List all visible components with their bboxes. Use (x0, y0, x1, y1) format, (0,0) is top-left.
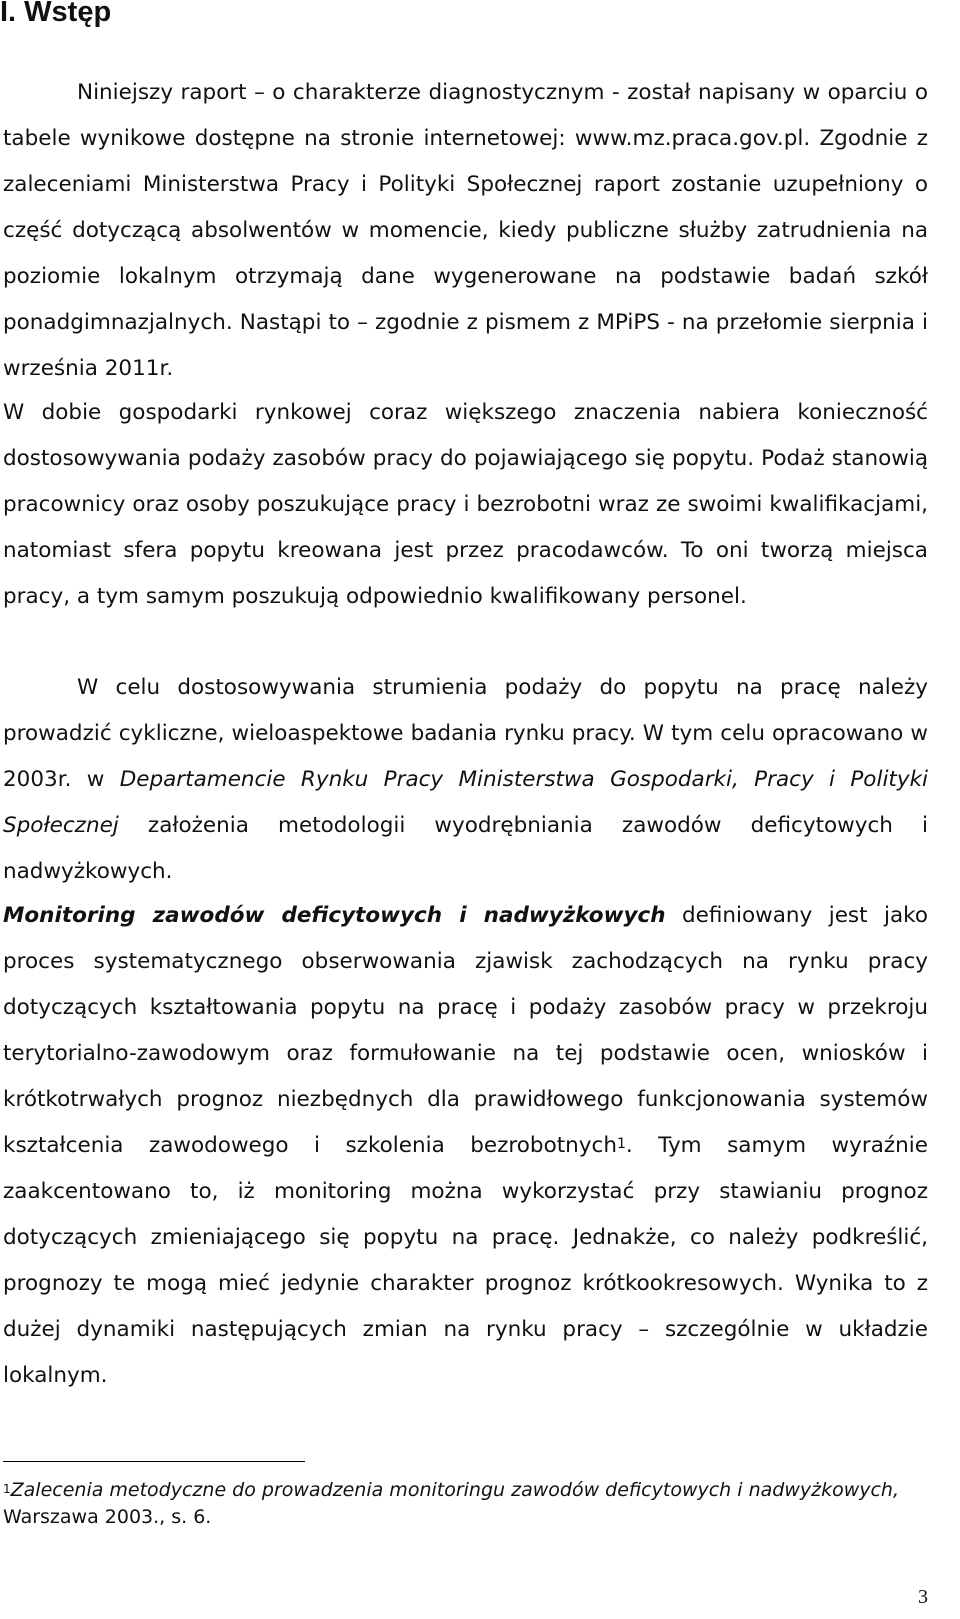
paragraph-methodology (3, 665, 928, 895)
paragraph-market-economy (3, 390, 928, 620)
methodology-text-start: W celu dostosowywania strumienia podaży do popytu na pracę należy prowadzić cykliczne, wieloaspektowe badania rynku pracy. W tym celu opracowano w 2003r. w (3, 675, 928, 792)
footnote-title: Zalecenia metodyczne do prowadzenia monitoringu zawodów deficytowych i nadwyżkowych, (10, 1479, 900, 1501)
section-heading: I. Wstęp (0, 0, 112, 28)
footnote-separator (3, 1461, 305, 1462)
paragraph-monitoring-text (3, 893, 928, 1399)
paragraph-methodology-text (3, 665, 928, 895)
paragraph-market-economy-text: W dobie gospodarki rynkowej coraz większego znaczenia nabiera konieczność dostosowywania podaży zasobów pracy do pojawiającego się popytu. Podaż stanowią pracownicy oraz osoby poszukujące pracy i bezrobotni wraz ze swoimi kwalifikacjami, natomiast sfera popytu kreowana jest przez pracodawców. To oni tworzą miejsca pracy, a tym samym poszukują odpowiednio kwalifikowany personel. (3, 400, 928, 609)
paragraph-monitoring-definition (3, 893, 928, 1399)
footnote-reference[interactable]: 1 (616, 1136, 626, 1152)
monitoring-definition-end: . Tym samym wyraźnie zaakcentowano to, iż monitoring można wykorzystać przy stawianiu prognoz dotyczących zmieniającego się popytu na pracę. Jednakże, co należy podkreślić, prognozy te mogą mieć jedynie charakter prognoz krótkookresowych. Wynika to z dużej dynamiki następujących zmian na rynku pracy – szczególnie w układzie lokalnym. (3, 1133, 928, 1388)
monitoring-term: Monitoring zawodów deficytowych i nadwyżkowych (3, 903, 666, 928)
paragraph-intro-text: Niniejszy raport – o charakterze diagnostycznym - został napisany w oparciu o tabele wynikowe dostępne na stronie internetowej: www.mz.praca.gov.pl. Zgodnie z zaleceniami Ministerstwa Pracy i Polityki Społecznej raport zostanie uzupełniony o część dotyczącą absolwentów w momencie, kiedy publiczne służby zatrudnienia na poziomie lokalnym otrzymają dane wygenerowane na podstawie badań szkół ponadgimnazjalnych. Nastąpi to – zgodnie z pismem z MPiPS - na przełomie sierpnia i września 2011r. (3, 80, 928, 381)
ministry-department-name: Departamencie Rynku Pracy Ministerstwa Gospodarki, Pracy i Polityki Społecznej (3, 767, 928, 838)
paragraph-intro (3, 70, 928, 392)
methodology-text-end: założenia metodologii wyodrębniania zawodów deficytowych i nadwyżkowych. (3, 813, 928, 884)
footnote-mark: 1 (3, 1482, 11, 1496)
footnote-source: Warszawa 2003., s. 6. (3, 1506, 212, 1528)
monitoring-definition-start: definiowany jest jako proces systematycznego obserwowania zjawisk zachodzących na rynku pracy dotyczących kształtowania popytu na pracę i podaży zasobów pracy w przekroju terytorialno-zawodowym oraz formułowanie na tej podstawie ocen, wniosków i krótkotrwałych prognoz niezbędnych dla prawidłowego funkcjonowania systemów kształcenia zawodowego i szkolenia bezrobotnych (3, 903, 928, 1158)
page-number: 3 (918, 1586, 928, 1608)
footnote (3, 1477, 928, 1531)
